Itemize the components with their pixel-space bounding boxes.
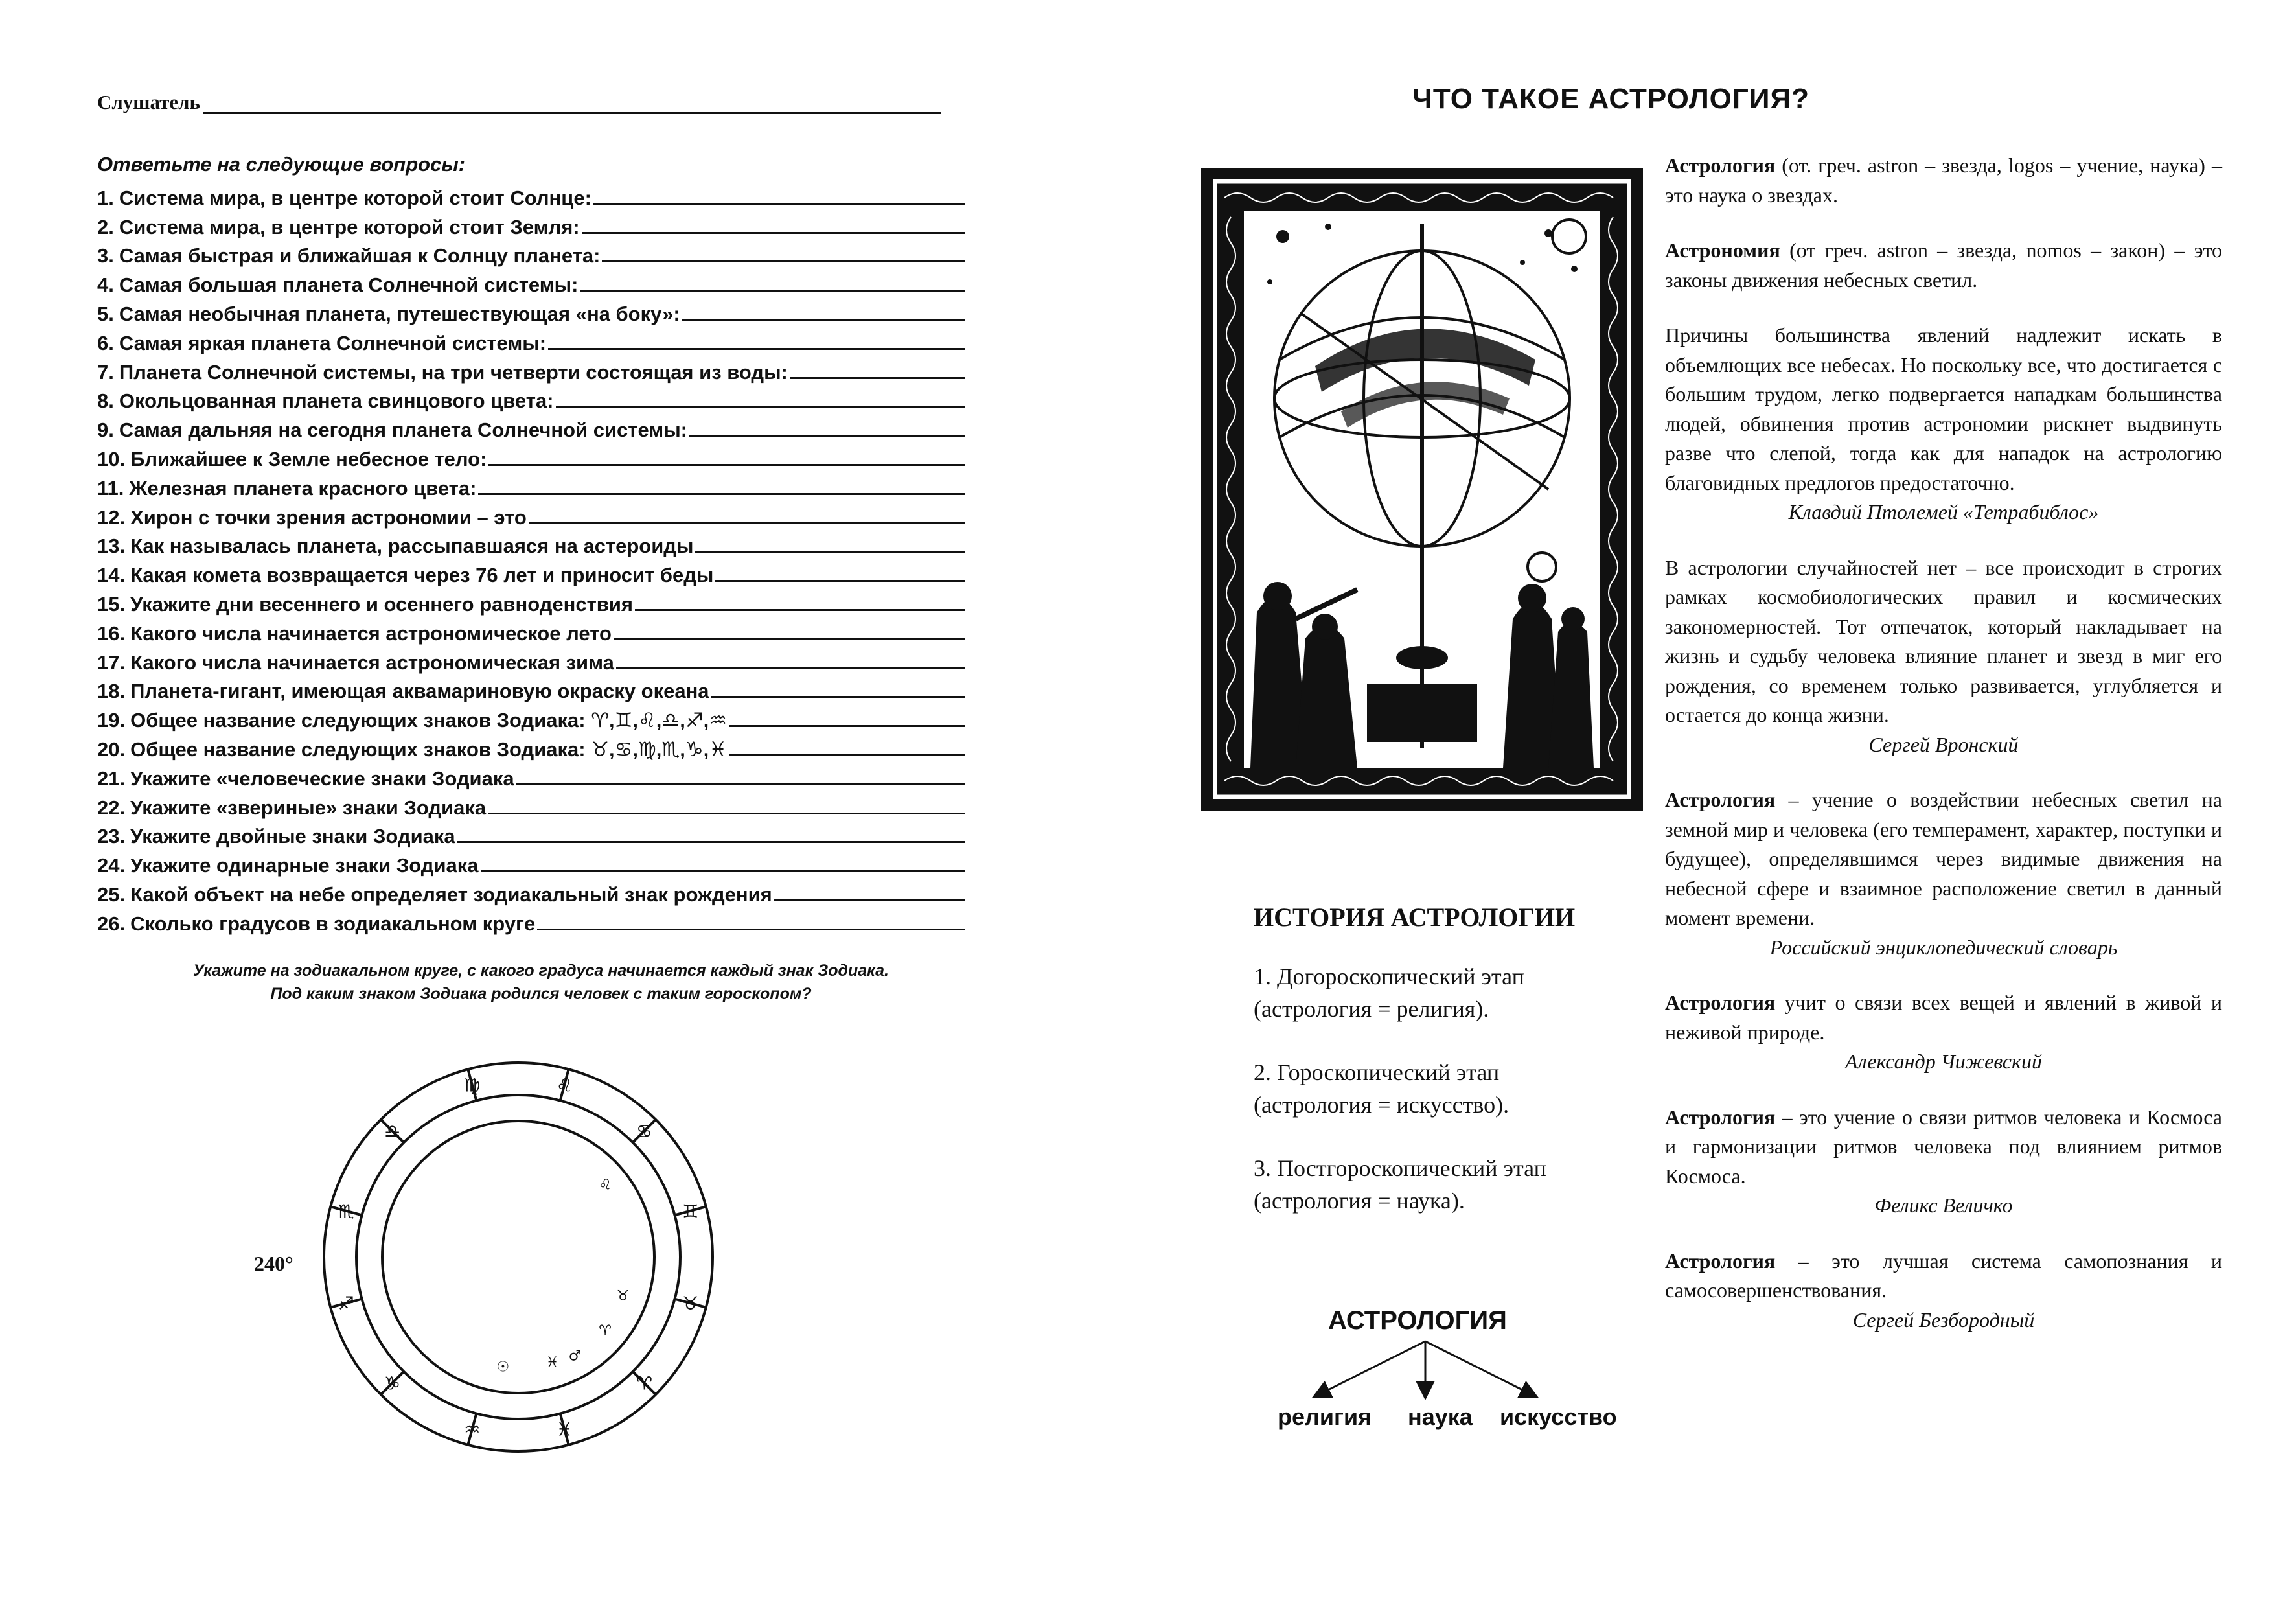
- history-stage-note: (астрология = искусство).: [1254, 1092, 1510, 1118]
- question-item: [97, 791, 965, 820]
- question-number: 18.: [97, 680, 126, 703]
- zodiac-sign-label: ♉: [682, 1293, 699, 1315]
- question-text: Самая быстрая и ближайшая к Солнцу планета:: [119, 244, 601, 268]
- zodiac-sign-label: ♐: [338, 1293, 354, 1315]
- question-number: 4.: [97, 273, 114, 297]
- question-number: 25.: [97, 883, 126, 906]
- answer-blank-line[interactable]: [516, 783, 965, 785]
- question-number: 20.: [97, 737, 126, 761]
- definition-term: Астрология: [1665, 1249, 1776, 1273]
- question-number: 2.: [97, 215, 114, 238]
- question-item: [97, 239, 965, 268]
- question-text: Самая яркая планета Солнечной системы:: [119, 331, 547, 354]
- horoscope-mark: ♉: [616, 1287, 630, 1304]
- question-item: [97, 268, 965, 297]
- zodiac-sign-label: ♑: [384, 1372, 401, 1394]
- question-item: [97, 181, 965, 210]
- question-text: Самая большая планета Солнечной системы:: [119, 273, 579, 297]
- answer-blank-line[interactable]: [580, 290, 965, 292]
- question-number: 23.: [97, 825, 126, 848]
- wheel-degree-label: 240°: [254, 1252, 293, 1275]
- tree-leaf-art: искусство: [1500, 1403, 1617, 1430]
- question-item: [97, 326, 965, 355]
- history-title: ИСТОРИЯ АСТРОЛОГИИ: [1254, 903, 1576, 932]
- answer-blank-line[interactable]: [529, 522, 965, 524]
- question-item: [97, 413, 965, 442]
- question-number: 17.: [97, 651, 126, 674]
- question-list: [97, 181, 965, 936]
- answer-blank-line[interactable]: [682, 319, 965, 321]
- zodiac-sign-label: ♊: [682, 1200, 699, 1222]
- question-item: [97, 587, 965, 616]
- question-number: 5.: [97, 302, 114, 325]
- zodiac-sign-label: ♈: [636, 1372, 653, 1394]
- question-text: Какой объект на небе определяет зодиакальный знак рождения: [130, 883, 772, 906]
- answer-blank-line[interactable]: [695, 551, 965, 553]
- question-text: Самая необычная планета, путешествующая «на боку»:: [119, 302, 680, 325]
- quote-author: Российский энциклопедический словарь: [1769, 935, 2118, 959]
- definition-text: В астрологии случайностей нет – все происходит в строгих рамках космобиологических правил и космических закономерностей. Тот отпечаток, который накладывает на жизнь и судьбу человека влияние планет и звезд в миг его рождения, со временем только развивается, углубляется и остается до конца жизни.: [1665, 555, 2222, 726]
- question-number: 1.: [97, 186, 114, 209]
- question-text: Укажите двойные знаки Зодиака: [130, 825, 455, 848]
- question-text: Планета Солнечной системы, на три четверти состоящая из воды:: [119, 360, 788, 384]
- zodiac-sign-label: ♎: [384, 1120, 401, 1142]
- question-text: Система мира, в центре которой стоит Земля:: [119, 215, 580, 238]
- answer-blank-line[interactable]: [715, 580, 965, 582]
- zodiac-wheel: [311, 1050, 726, 1464]
- question-item: [97, 442, 965, 471]
- question-number: 11.: [97, 476, 124, 500]
- quote-author: Александр Чижевский: [1845, 1050, 2042, 1073]
- question-text: Какого числа начинается астрономическая зима: [130, 651, 614, 674]
- question-item: [97, 645, 965, 675]
- answer-blank-line[interactable]: [711, 696, 965, 698]
- quote-author: Сергей Безбородный: [1852, 1308, 2035, 1332]
- instruction-line: Укажите на зодиакальном круге, с какого градуса начинается каждый знак Зодиака.: [193, 962, 889, 980]
- paragraph-gap: [1665, 1077, 2222, 1103]
- listener-field[interactable]: [97, 91, 941, 114]
- question-number: 8.: [97, 389, 114, 413]
- zodiac-sign-label: ♓: [556, 1418, 573, 1440]
- definition-text: – это учение о связи ритмов человека и Космоса и гармонизации ритмов человека под влиянием ритмов Космоса.: [1665, 1105, 2222, 1188]
- answer-blank-line[interactable]: [689, 435, 965, 437]
- paragraph-gap: [1665, 295, 2222, 321]
- question-text: Общее название следующих знаков Зодиака: ♈,♊,♌,♎,♐,♒: [130, 709, 728, 732]
- paragraph-gap: [1665, 527, 2222, 553]
- question-item: [97, 297, 965, 326]
- page-title: ЧТО ТАКОЕ АСТРОЛОГИЯ?: [1412, 83, 1809, 115]
- history-stage: [1254, 1056, 1509, 1121]
- question-item: [97, 210, 965, 239]
- answer-blank-line[interactable]: [488, 813, 965, 814]
- questions-header: Ответьте на следующие вопросы:: [97, 153, 466, 176]
- question-number: 6.: [97, 331, 114, 354]
- answer-blank-line[interactable]: [616, 667, 965, 669]
- question-text: Укажите «звериные» знаки Зодиака: [130, 796, 487, 819]
- question-text: Как называлась планета, рассыпавшаяся на астероиды: [130, 535, 694, 558]
- question-item: [97, 500, 965, 529]
- question-text: Укажите дни весеннего и осеннего равноденствия: [130, 592, 633, 616]
- answer-blank-line[interactable]: [729, 754, 965, 756]
- question-text: Укажите одинарные знаки Зодиака: [130, 854, 479, 877]
- definition-text: (от. греч. astron – звезда, logos – учение, наука) – это наука о звездах.: [1665, 154, 2222, 207]
- tree-leaf-religion: религия: [1278, 1403, 1372, 1430]
- history-stage-line: 3. Постгороскопический этап: [1254, 1155, 1546, 1181]
- answer-blank-line[interactable]: [537, 929, 965, 930]
- paragraph-gap: [1665, 1221, 2222, 1247]
- answer-blank-line[interactable]: [478, 493, 965, 495]
- definition-paragraph: [1665, 321, 2222, 527]
- answer-blank-line[interactable]: [481, 870, 966, 872]
- definition-paragraph: [1665, 1103, 2222, 1221]
- astrology-tree-root: АСТРОЛОГИЯ: [1328, 1306, 1507, 1335]
- history-stage-line: 1. Догороскопический этап: [1254, 964, 1524, 989]
- tree-leaf-science: наука: [1408, 1403, 1473, 1430]
- question-number: 10.: [97, 447, 126, 470]
- answer-blank-line[interactable]: [457, 841, 965, 843]
- question-item: [97, 732, 965, 761]
- question-item: [97, 384, 965, 413]
- question-text: Самая дальняя на сегодня планета Солнечной системы:: [119, 419, 688, 442]
- question-item: [97, 877, 965, 906]
- paragraph-gap: [1665, 962, 2222, 988]
- question-item: [97, 529, 965, 559]
- answer-blank-line[interactable]: [602, 260, 965, 262]
- wheel-ring: [382, 1121, 654, 1393]
- question-text: Сколько градусов в зодиакальном круге: [130, 912, 536, 935]
- question-item: [97, 675, 965, 704]
- answer-blank-line[interactable]: [614, 638, 965, 640]
- question-item: [97, 703, 965, 732]
- definition-text: Причины большинства явлений надлежит искать в объемлющих все небесах. Но поскольку все, что достигается с большим трудом, легко подвергается нападкам большинства людей, обвинения против астрономии рискнет выдвинуть разве что слепой, тогда как для нападок на астрологию благовидных предлогов предостаточно.: [1665, 323, 2222, 494]
- definitions-column: [1665, 151, 2222, 1335]
- question-text: Ближайшее к Земле небесное тело:: [130, 447, 487, 470]
- answer-blank-line[interactable]: [593, 203, 965, 205]
- answer-blank-line[interactable]: [488, 464, 965, 466]
- definition-term: Астрономия: [1665, 238, 1780, 262]
- astrology-tree-arrows: [1296, 1335, 1555, 1406]
- question-number: 24.: [97, 854, 126, 877]
- definition-text: – учение о воздействии небесных светил на земной мир и человека (его темперамент, характер, поступки и будущее), определявшимся через видимые движения на небесной сфере и взаимное расположение светил в данный момент времени.: [1665, 788, 2222, 929]
- question-number: 22.: [97, 796, 126, 819]
- zodiac-sign-label: ♒: [464, 1418, 481, 1440]
- question-text: Планета-гигант, имеющая аквамариновую окраску океана: [130, 680, 709, 703]
- question-item: [97, 761, 965, 791]
- horoscope-mark: ☉: [496, 1359, 510, 1376]
- history-stage-line: 2. Гороскопический этап: [1254, 1059, 1500, 1085]
- history-stage: [1254, 960, 1524, 1025]
- question-item: [97, 848, 965, 877]
- question-text: Система мира, в центре которой стоит Солнце:: [119, 186, 591, 209]
- definition-term: Астрология: [1665, 154, 1776, 177]
- question-number: 19.: [97, 709, 126, 732]
- answer-blank-line[interactable]: [635, 609, 965, 611]
- answer-blank-line[interactable]: [774, 899, 965, 901]
- question-number: 7.: [97, 360, 114, 384]
- question-item: [97, 616, 965, 645]
- history-stage-note: (астрология = религия).: [1254, 996, 1489, 1022]
- question-text: Какого числа начинается астрономическое лето: [130, 621, 612, 645]
- listener-blank-line[interactable]: [203, 93, 941, 114]
- wheel-ring: [356, 1095, 680, 1419]
- definition-paragraph: [1665, 785, 2222, 962]
- paragraph-gap: [1665, 759, 2222, 785]
- answer-blank-line[interactable]: [556, 406, 965, 408]
- zodiac-sign-label: ♏: [338, 1200, 354, 1222]
- question-number: 3.: [97, 244, 114, 268]
- definition-paragraph: [1665, 1247, 2222, 1335]
- question-number: 21.: [97, 767, 126, 790]
- history-stage: [1254, 1152, 1546, 1217]
- question-text: Укажите «человеческие знаки Зодиака: [130, 767, 514, 790]
- instruction-line: Под каким знаком Зодиака родился человек с таким гороскопом?: [270, 985, 812, 1003]
- definition-paragraph: [1665, 988, 2222, 1077]
- question-item: [97, 471, 965, 500]
- definition-term: Астрология: [1665, 788, 1776, 811]
- question-text: Какая комета возвращается через 76 лет и приносит беды: [130, 564, 714, 587]
- horoscope-mark: ♓: [545, 1354, 559, 1371]
- zodiac-sign-label: ♋: [636, 1120, 653, 1142]
- astronomers-woodcut-image: [1199, 165, 1646, 813]
- quote-author: Феликс Величко: [1874, 1194, 2013, 1217]
- horoscope-mark: ♂: [568, 1348, 582, 1365]
- question-number: 16.: [97, 621, 126, 645]
- answer-blank-line[interactable]: [729, 725, 965, 727]
- question-number: 9.: [97, 419, 114, 442]
- question-text: Хирон с точки зрения астрономии – это: [130, 505, 527, 529]
- definition-term: Астрология: [1665, 991, 1776, 1014]
- question-item: [97, 558, 965, 587]
- definition-term: Астрология: [1665, 1105, 1776, 1129]
- question-number: 13.: [97, 535, 126, 558]
- question-item: [97, 906, 965, 936]
- paragraph-gap: [1665, 210, 2222, 236]
- definition-paragraph: [1665, 236, 2222, 295]
- question-text: Общее название следующих знаков Зодиака: ♉,♋,♍,♏,♑,♓: [130, 737, 728, 761]
- question-text: Железная планета красного цвета:: [129, 476, 477, 500]
- zodiac-sign-label: ♌: [556, 1074, 573, 1096]
- definition-paragraph: [1665, 151, 2222, 210]
- question-item: [97, 355, 965, 384]
- definition-text: – это лучшая система самопознания и самосовершенствования.: [1665, 1249, 2222, 1302]
- question-number: 26.: [97, 912, 126, 935]
- horoscope-mark: ♌: [599, 1177, 612, 1194]
- question-item: [97, 820, 965, 849]
- history-stage-note: (астрология = наука).: [1254, 1188, 1465, 1214]
- question-text: Окольцованная планета свинцового цвета:: [119, 389, 554, 413]
- answer-blank-line[interactable]: [548, 348, 965, 350]
- quote-author: Сергей Вронский: [1868, 732, 2019, 756]
- definition-text: (от греч. astron – звезда, nomos – закон) – это законы движения небесных светил.: [1665, 238, 2222, 292]
- wheel-instructions: [78, 959, 1004, 1006]
- definition-paragraph: [1665, 553, 2222, 760]
- definition-text: учит о связи всех вещей и явлений в живой и неживой природе.: [1665, 991, 2222, 1044]
- question-number: 15.: [97, 592, 126, 616]
- listener-label: Слушатель: [97, 91, 200, 113]
- quote-author: Клавдий Птолемей «Тетрабиблос»: [1788, 500, 2099, 524]
- zodiac-sign-label: ♍: [464, 1074, 481, 1096]
- horoscope-mark: ♈: [599, 1322, 612, 1339]
- question-number: 14.: [97, 564, 126, 587]
- answer-blank-line[interactable]: [790, 377, 965, 379]
- question-number: 12.: [97, 505, 126, 529]
- answer-blank-line[interactable]: [582, 232, 965, 234]
